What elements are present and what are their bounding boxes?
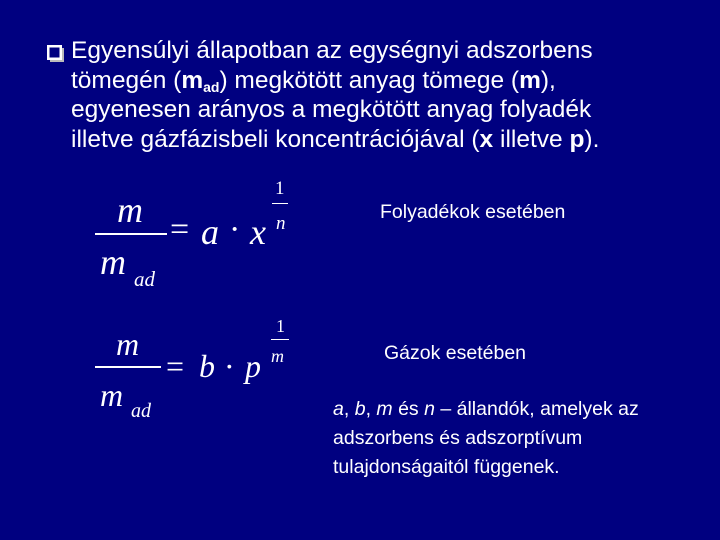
bullet-text-3: egyenesen arányos a megkötött anyag folyadék [71,96,592,123]
formula1-denominator: m [100,242,126,282]
formula2-denominator: m [100,377,124,413]
formula2-denominator-sub: ad [131,400,151,422]
formula1-dot: · [229,211,241,248]
note-symbol-b: b [354,398,366,420]
symbol-m-2: m [519,66,541,94]
formula2-dot: · [224,348,235,384]
formula2-fraction-bar [95,366,161,368]
symbol-p: p [569,125,585,153]
symbol-m: m [181,66,204,94]
formula2-exp-den: m [271,346,284,366]
formula1-exp-den: n [276,213,286,234]
note-and: és [392,398,425,420]
bullet-text-2b: ) megkötött anyag tömege ( [219,66,520,94]
bullet-text-1: Egyensúlyi állapotban az egységnyi adszorbens [71,37,593,64]
symbol-ad-subscript: ad [203,78,220,95]
note-text: – állandók, amelyek az adszorbens és adszorptívum tulajdonságaitól függenek. [333,398,639,478]
bullet-line-4 [71,125,599,155]
symbol-x: x [479,125,494,153]
bullet-line-3 [71,95,591,125]
formula2-base: p [245,348,261,384]
formula2-equals: = [166,348,185,384]
formula1-numerator: m [117,190,143,230]
formula1-fraction-bar [95,233,167,235]
formula1-denominator-sub: ad [134,267,155,291]
formula1-exp-num: 1 [275,178,285,199]
formula2-coef: b [199,348,215,384]
formula1-coef: a [201,212,219,252]
label-gases: Gázok esetében [384,342,527,364]
formula1-exp-bar [272,203,288,204]
constants-note [333,395,713,482]
bullet-text-4a: illetve gázfázisbeli koncentrációjával ( [71,125,480,153]
note-symbol-a: a [333,398,344,420]
formula2-exp-bar [271,339,289,340]
bullet-text-4c: ). [584,125,600,153]
bullet-text-2a: tömegén ( [71,66,182,94]
formula2-numerator: m [116,326,140,362]
note-sep-1: , [343,398,355,420]
bullet-text-2c: ), [540,66,556,94]
note-symbol-m: m [376,398,393,420]
formula2-exp-num: 1 [276,316,285,336]
bullet-line-1 [71,36,593,66]
formula1-base: x [250,212,266,252]
bullet-text-4b: illetve [493,125,570,153]
note-symbol-n: n [424,398,435,420]
checkbox-square-icon [47,40,64,57]
formula1-equals: = [170,211,190,248]
label-liquids: Folyadékok esetében [380,201,566,223]
note-sep-2: , [365,398,377,420]
